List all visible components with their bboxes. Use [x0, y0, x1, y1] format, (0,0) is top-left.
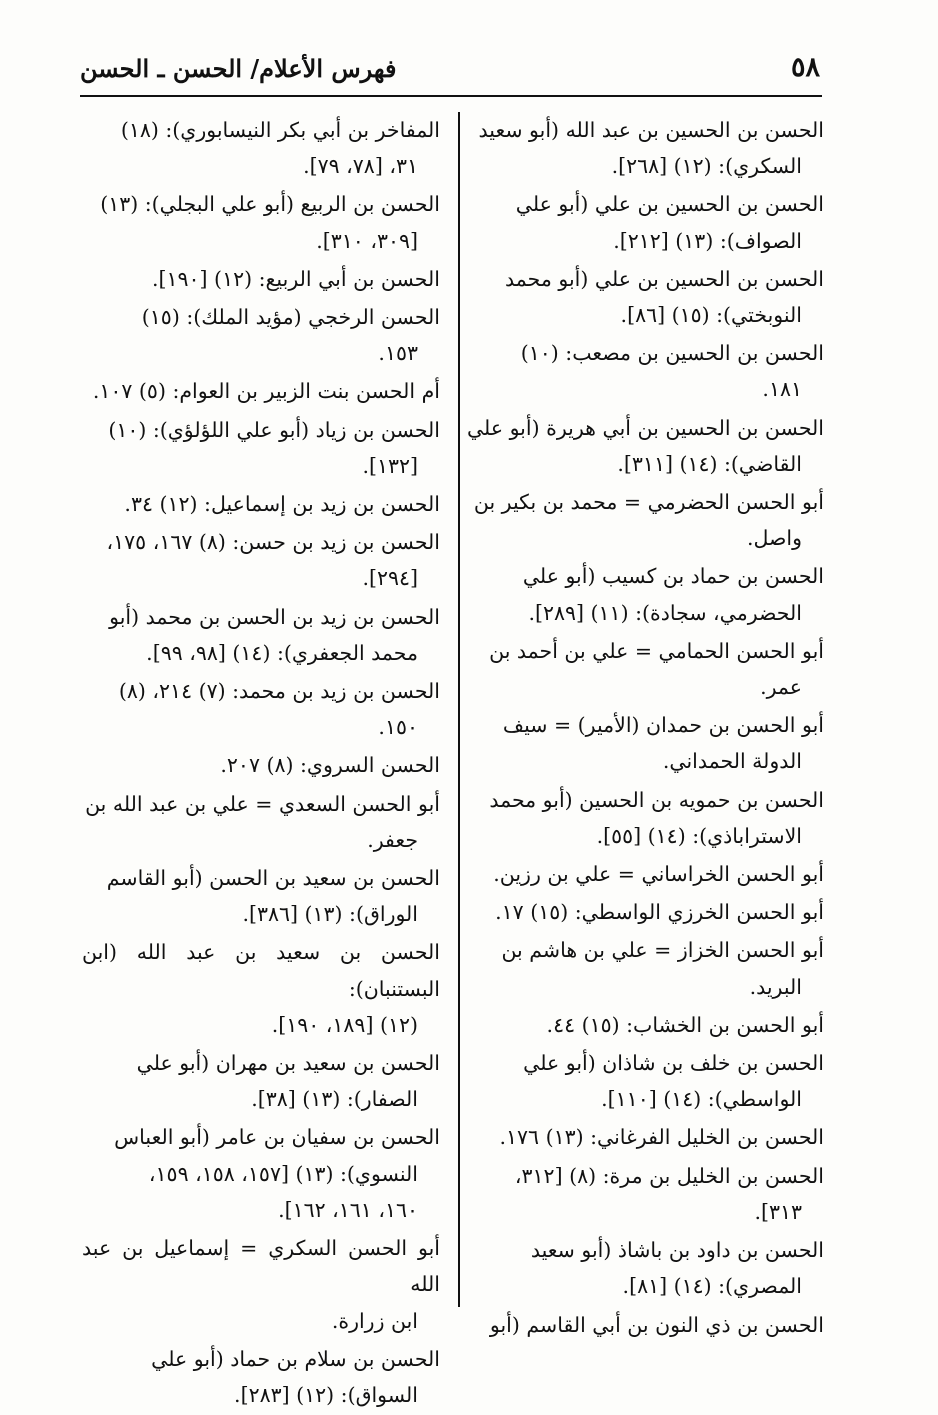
entry-line: الحسن بن خلف بن شاذان (أبو علي: [523, 1051, 824, 1076]
entry-line: الحسن بن أبي الربيع: (١٢) [١٩٠].: [151, 266, 440, 291]
page-number: ٥٨: [790, 52, 820, 83]
index-entry: [466, 1232, 826, 1304]
entry-line: الحسن الرخجي (مؤيد الملك): (١٥): [141, 305, 440, 330]
entry-line: أبو الحسن الخرزي الواسطي: (١٥) ١٧.: [495, 900, 824, 925]
entry-continuation: البريد.: [749, 974, 802, 999]
index-entry: [82, 261, 442, 297]
entry-line: الحسن بن الحسين بن مصعب: (١٠): [520, 341, 824, 366]
entry-continuation: السكري): (١٢) [٢٦٨].: [611, 154, 802, 179]
index-entry: [82, 599, 442, 671]
entry-continuation: الوراق): (١٣) [٣٨٦].: [242, 902, 418, 927]
index-entry: [466, 1307, 826, 1343]
page-header: [80, 52, 820, 94]
entry-line: الحسن بن سعيد بن عبد الله (ابن البستنبان):: [82, 940, 440, 1001]
entry-line: الحسن بن الحسين بن عبد الله (أبو سعيد: [478, 118, 824, 142]
index-entry: [82, 1230, 442, 1339]
index-entry: [466, 1045, 826, 1117]
entry-continuation: الصفار): (١٣) [٣٨].: [251, 1087, 418, 1112]
entry-continuation: الدولة الحمداني.: [662, 749, 802, 774]
index-entry: [82, 186, 442, 258]
entry-continuation: ١٦٠، ١٦١، ١٦٢].: [278, 1197, 418, 1222]
entry-continuation: السواق): (١٢) [٢٨٣].: [234, 1382, 418, 1407]
index-entry: [466, 558, 826, 630]
entry-continuation: النسوي): (١٣) [١٥٧، ١٥٨، ١٥٩،: [148, 1161, 418, 1186]
index-entry: [82, 373, 442, 409]
index-entry: [466, 410, 826, 482]
index-entry: [466, 932, 826, 1004]
header-rule: [80, 95, 822, 97]
index-entry: [466, 707, 826, 779]
index-entry: [82, 860, 442, 932]
entry-continuation: ١٨١.: [762, 377, 802, 402]
entry-continuation: النوبختي): (١٥) [٨٦].: [620, 303, 802, 328]
entry-continuation: جعفر.: [367, 827, 418, 852]
entry-line: الحسن بن زيد بن إسماعيل: (١٢) ٣٤.: [124, 492, 440, 517]
index-entry: [466, 894, 826, 930]
entry-continuation: عمر.: [760, 675, 802, 700]
index-column-right: [466, 112, 826, 1345]
entry-continuation: [٢٩٤].: [362, 566, 418, 591]
entry-line: الحسن السروي: (٨) ٢٠٧.: [220, 753, 440, 778]
entry-continuation: [٣٠٩، ٣١٠].: [316, 228, 418, 253]
index-entry: [466, 1007, 826, 1043]
entry-continuation: محمد الجعفري): (١٤) [٩٨، ٩٩].: [146, 640, 418, 665]
running-title: فهرس الأعلام/ الحسن ـ الحسن: [80, 54, 397, 83]
entry-line: الحسن بن الربيع (أبو علي البجلي): (١٣): [100, 192, 440, 217]
entry-line: الحسن بن حمويه بن الحسين (أبو محمد: [489, 787, 824, 812]
entry-line: أبو الحسن الحمامي = علي بن أحمد بن: [489, 638, 824, 663]
entry-continuation: المصري): (١٤) [٨١].: [622, 1274, 802, 1299]
entry-line: الحسن بن الحسين بن أبي هريرة (أبو علي: [466, 415, 824, 440]
entry-line: الحسن بن سفيان بن عامر (أبو العباس: [114, 1125, 440, 1150]
entry-continuation: الصواف): (١٣) [٢١٢].: [613, 228, 802, 253]
entry-line: الحسن بن ذي النون بن أبي القاسم (أبو: [489, 1312, 824, 1337]
index-entry: [82, 786, 442, 858]
index-entry: [466, 261, 826, 333]
index-entry: [82, 673, 442, 745]
entry-line: الحسن بن الحسين بن علي (أبو محمد: [505, 266, 824, 291]
index-entry: [82, 412, 442, 484]
entry-line: الحسن بن سعيد بن مهران (أبو علي: [136, 1051, 440, 1076]
entry-continuation: الحضرمي، سجادة): (١١) [٢٨٩].: [528, 600, 802, 625]
entry-line: أبو الحسن الحضرمي = محمد بن بكير بن: [473, 490, 824, 515]
entry-line: أبو الحسن الخراساني = علي بن رزين.: [493, 862, 824, 887]
entry-continuation: الواسطي): (١٤) [١١٠].: [601, 1087, 802, 1112]
index-entry: [82, 299, 442, 371]
entry-continuation: [١٣٢].: [362, 453, 418, 478]
column-divider: [458, 112, 460, 1307]
entry-line: الحسن بن داود بن باشاذ (أبو سعيد: [530, 1238, 824, 1263]
index-entry: [82, 747, 442, 783]
entry-continuation: ابن زرارة.: [331, 1308, 418, 1333]
entry-line: الحسن بن الخليل بن مرة: (٨) [٣١٢،: [514, 1163, 824, 1188]
index-entry: [82, 112, 442, 184]
entry-line: أبو الحسن السكري = إسماعيل بن عبد الله: [82, 1236, 440, 1297]
index-entry: [466, 186, 826, 258]
entry-line: الحسن بن زيد بن حسن: (٨) ١٦٧، ١٧٥،: [106, 530, 440, 555]
entry-continuation: الاستراباذي): (١٤) [٥٥].: [596, 823, 802, 848]
entry-continuation: ١٥٠.: [378, 715, 418, 740]
entry-line: الحسن بن الخليل الفرغاني: (١٣) ١٧٦.: [499, 1125, 824, 1150]
entry-continuation: واصل.: [746, 526, 802, 551]
index-column-left: [82, 112, 442, 1415]
entry-line: المفاخر بن أبي بكر النيسابوري): (١٨): [120, 118, 440, 142]
entry-continuation: ٣١، [٧٨، ٧٩].: [303, 154, 418, 179]
index-entry: [466, 633, 826, 705]
index-entry: [466, 112, 826, 184]
entry-line: أبو الحسن الخزاز = علي بن هاشم بن: [501, 938, 824, 963]
entry-continuation: ١٥٣.: [378, 341, 418, 366]
entry-line: الحسن بن الحسين بن علي (أبو علي: [515, 192, 824, 217]
index-entry: [466, 1119, 826, 1155]
index-entry: [466, 782, 826, 854]
entry-line: الحسن بن زيد بن محمد: (٧) ٢١٤، (٨): [118, 679, 440, 704]
index-entry: [82, 1119, 442, 1228]
entry-line: الحسن بن سلام بن حماد (أبو علي: [151, 1346, 440, 1371]
entry-line: الحسن بن حماد بن كسيب (أبو علي: [522, 564, 824, 589]
index-entry: [82, 1341, 442, 1413]
index-entry: [82, 524, 442, 596]
entry-line: أم الحسن بنت الزبير بن العوام: (٥) ١٠٧.: [92, 379, 440, 404]
entry-line: أبو الحسن بن الخشاب: (١٥) ٤٤.: [546, 1012, 824, 1037]
entry-line: الحسن بن سعيد بن الحسن (أبو القاسم: [106, 866, 440, 891]
index-entry: [82, 486, 442, 522]
entry-continuation: ٣١٣].: [754, 1199, 802, 1224]
index-entry: [82, 934, 442, 1043]
index-entry: [466, 1158, 826, 1230]
index-entry: [82, 1045, 442, 1117]
index-entry: [466, 335, 826, 407]
index-entry: [466, 484, 826, 556]
entry-continuation: القاضي): (١٤) [٣١١].: [617, 451, 802, 476]
index-entry: [466, 856, 826, 892]
entry-continuation: (١٢) [١٨٩، ١٩٠].: [271, 1012, 418, 1037]
entry-line: الحسن بن زياد (أبو علي اللؤلؤي): (١٠): [108, 417, 440, 442]
entry-line: الحسن بن زيد بن الحسن بن محمد (أبو: [109, 604, 440, 629]
entry-line: أبو الحسن السعدي = علي بن عبد الله بن: [85, 791, 440, 816]
entry-line: أبو الحسن بن حمدان (الأمير) = سيف: [502, 713, 824, 738]
